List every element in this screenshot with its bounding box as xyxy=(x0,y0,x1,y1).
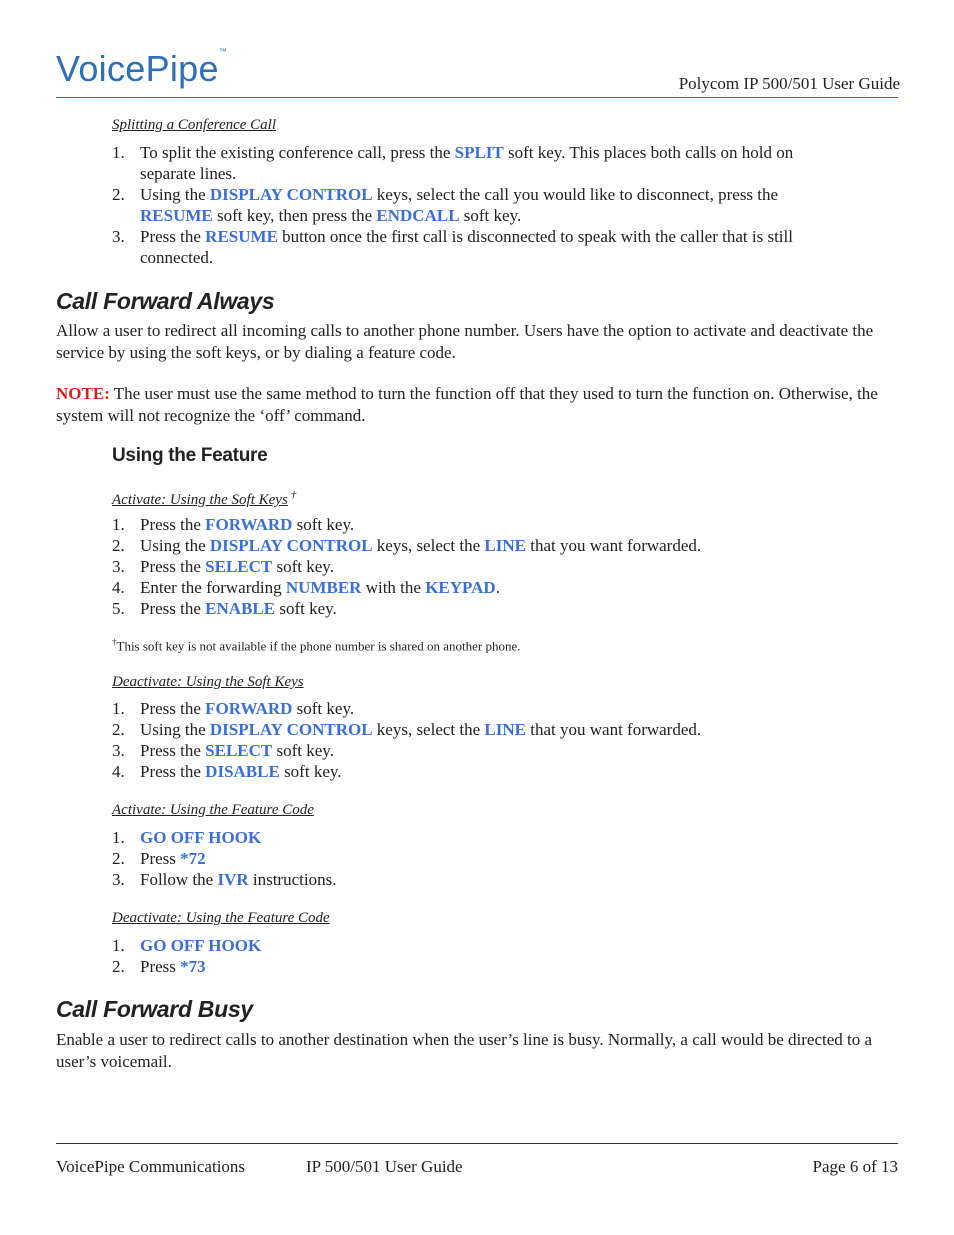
page-number: Page 6 of 13 xyxy=(812,1157,898,1176)
activate-soft-keys-subheading: Activate: Using the Soft Keys † xyxy=(112,489,297,508)
list-text: Using the DISPLAY CONTROL keys, select the call you would like to disconnect, press the RESUME soft key, then press the ENDCALL soft key. xyxy=(140,185,779,225)
note-label: NOTE: xyxy=(56,384,110,403)
splitting-subheading: Splitting a Conference Call xyxy=(112,117,277,133)
list-number: 1. xyxy=(112,143,125,162)
key-disable: DISABLE xyxy=(205,762,280,781)
call-forward-busy-heading: Call Forward Busy xyxy=(56,996,253,1022)
note-text: The user must use the same method to turn the function off that they used to turn the function on. Otherwise, the system will not recognize the ‘off’ command. xyxy=(56,384,878,425)
key-forward: FORWARD xyxy=(205,515,293,534)
cfb-intro: Enable a user to redirect calls to another destination when the user’s line is busy. Normally, a call would be directed to a user’s voicemail. xyxy=(56,1030,873,1071)
list-item: 3. Press the SELECT soft key. xyxy=(112,741,334,760)
list-item: 3. Follow the IVR instructions. xyxy=(112,870,337,889)
key-endcall: ENDCALL xyxy=(376,206,460,225)
list-item: 4. Enter the forwarding NUMBER with the KEYPAD. xyxy=(112,578,500,597)
deactivate-soft-keys-subheading: Deactivate: Using the Soft Keys xyxy=(112,674,304,690)
activate-soft-keys-list xyxy=(112,514,848,619)
key-select: SELECT xyxy=(205,557,273,576)
cfa-intro: Allow a user to redirect all incoming calls to another phone number. Users have the option to activate and deactivate the service by using the soft keys, or by dialing a feature code. xyxy=(56,321,874,362)
voicepipe-logo xyxy=(56,48,227,90)
key-forward: FORWARD xyxy=(205,699,293,718)
list-item: 2. Press *73 xyxy=(112,957,206,976)
key-line: LINE xyxy=(484,720,526,739)
list-item: 2. Press *72 xyxy=(112,849,206,868)
document-title: Polycom IP 500/501 User Guide xyxy=(678,74,900,93)
key-display-control: DISPLAY CONTROL xyxy=(209,185,373,204)
footer-guide: IP 500/501 User Guide xyxy=(306,1157,463,1176)
key-display-control: DISPLAY CONTROL xyxy=(209,720,373,739)
key-resume: RESUME xyxy=(205,227,278,246)
code-star-72: *72 xyxy=(180,849,206,868)
key-go-off-hook: GO OFF HOOK xyxy=(140,936,262,955)
list-number: 2. xyxy=(112,185,125,204)
list-item: 2. Using the DISPLAY CONTROL keys, select the LINE that you want forwarded. xyxy=(112,720,702,739)
list-text: To split the existing conference call, press the SPLIT soft key. This places both calls on hold on separate lines. xyxy=(140,143,794,183)
list-text: Press the RESUME button once the first call is disconnected to speak with the caller that is still connected. xyxy=(140,227,793,267)
list-item: 4. Press the DISABLE soft key. xyxy=(112,762,342,781)
using-feature-heading: Using the Feature xyxy=(112,445,268,466)
key-resume: RESUME xyxy=(140,206,213,225)
deactivate-feature-code-list xyxy=(112,935,848,977)
key-go-off-hook: GO OFF HOOK xyxy=(140,828,262,847)
list-item xyxy=(112,142,848,184)
activate-feature-code-list xyxy=(112,827,848,890)
footer-company: VoicePipe Communications xyxy=(56,1157,246,1176)
list-item: 1. GO OFF HOOK xyxy=(112,936,262,955)
soft-key-footnote: †This soft key is not available if the phone number is shared on another phone. xyxy=(112,637,521,654)
splitting-list xyxy=(112,142,848,268)
key-line: LINE xyxy=(484,536,526,555)
deactivate-soft-keys-list xyxy=(112,698,848,782)
code-star-73: *73 xyxy=(180,957,206,976)
list-item: 3. Press the SELECT soft key. xyxy=(112,557,334,576)
list-item: 1. Press the FORWARD soft key. xyxy=(112,699,355,718)
key-split: SPLIT xyxy=(454,143,504,162)
key-keypad: KEYPAD xyxy=(425,578,496,597)
key-enable: ENABLE xyxy=(205,599,276,618)
key-ivr: IVR xyxy=(217,870,249,889)
cfa-note xyxy=(56,383,902,426)
list-item xyxy=(112,184,848,226)
key-number: NUMBER xyxy=(285,578,362,597)
list-item: 1. GO OFF HOOK xyxy=(112,828,262,847)
activate-feature-code-subheading: Activate: Using the Feature Code xyxy=(112,802,314,818)
deactivate-feature-code-subheading: Deactivate: Using the Feature Code xyxy=(112,910,330,926)
logo-trademark: ™ xyxy=(218,47,228,56)
key-display-control: DISPLAY CONTROL xyxy=(209,536,373,555)
call-forward-always-heading: Call Forward Always xyxy=(56,288,275,314)
list-item xyxy=(112,226,848,268)
footer-divider xyxy=(56,1143,898,1144)
list-item: 2. Using the DISPLAY CONTROL keys, select the LINE that you want forwarded. xyxy=(112,536,702,555)
list-item: 5. Press the ENABLE soft key. xyxy=(112,599,337,618)
logo-text: VoicePipe xyxy=(56,48,219,89)
list-number: 3. xyxy=(112,227,125,246)
list-item: 1. Press the FORWARD soft key. xyxy=(112,515,355,534)
header-divider xyxy=(56,97,898,98)
key-select: SELECT xyxy=(205,741,273,760)
